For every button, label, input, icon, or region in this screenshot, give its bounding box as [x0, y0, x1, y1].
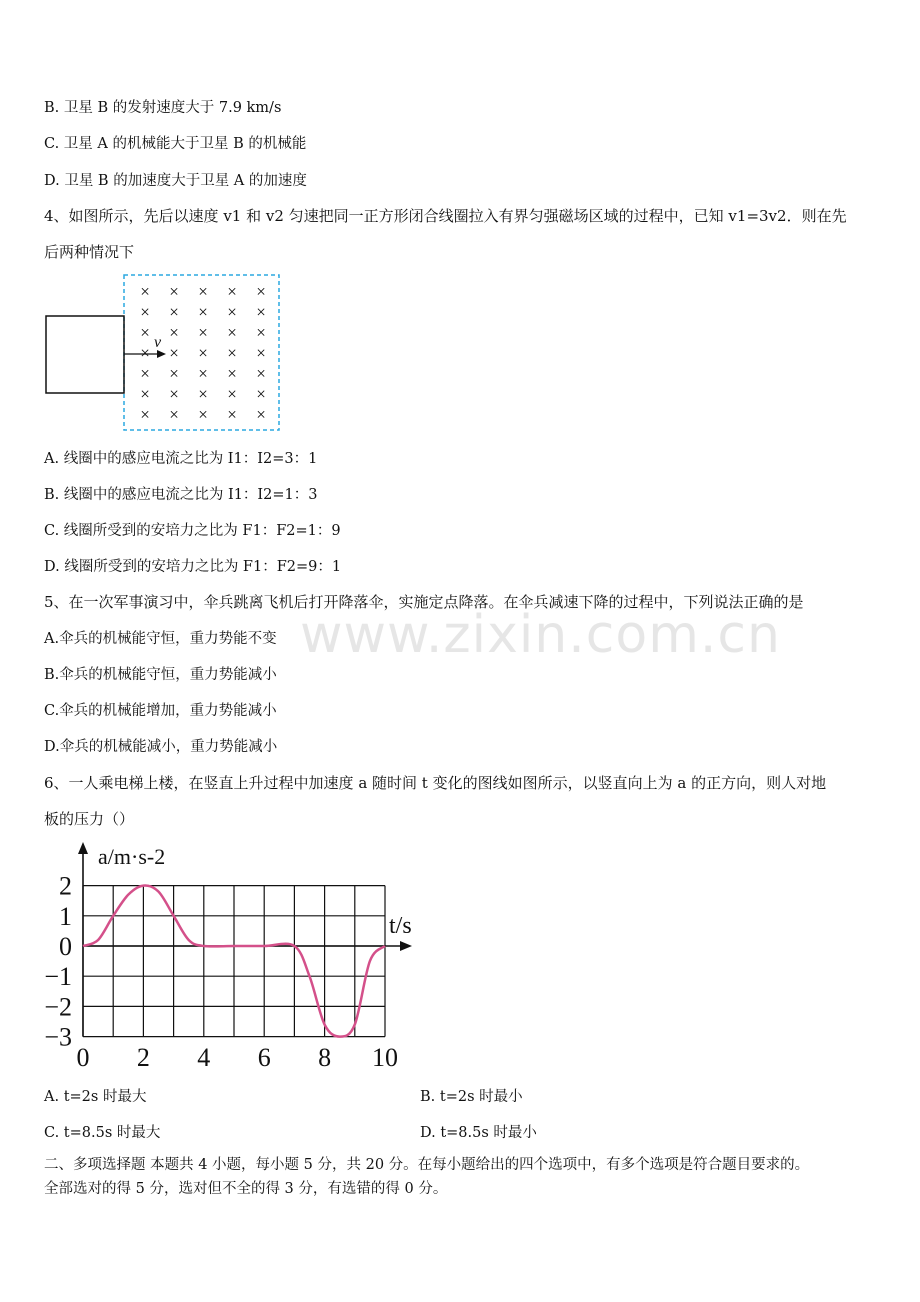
x-tick-labels — [77, 1043, 399, 1072]
q5-option-b: B.伞兵的机械能守恒，重力势能减小 — [44, 667, 277, 683]
y-tick-label: 2 — [59, 871, 72, 901]
q6-option-a: A. t=2s 时最大 — [44, 1089, 147, 1105]
field-cross: × — [227, 363, 237, 383]
q4-option-c: C. 线圈所受到的安培力之比为 F1：F2=1：9 — [44, 523, 341, 539]
field-cross: × — [256, 384, 266, 404]
q5-option-d: D.伞兵的机械能减小，重力势能减小 — [44, 739, 278, 755]
field-cross: × — [140, 343, 150, 363]
y-tick-label: 0 — [59, 932, 72, 961]
x-axis-arrowhead — [400, 941, 412, 951]
field-cross: × — [169, 404, 179, 424]
field-cross: × — [198, 322, 208, 342]
q4-option-a: A. 线圈中的感应电流之比为 I1：I2=3：1 — [44, 451, 318, 467]
field-cross: × — [169, 343, 179, 363]
y-tick-label: −2 — [44, 992, 72, 1022]
field-cross: × — [227, 281, 237, 301]
section2-line1: 二、多项选择题 本题共 4 小题，每小题 5 分，共 20 分。在每小题给出的四个选项中，有多个选项是符合题目要求的。 — [44, 1157, 810, 1173]
field-cross: × — [227, 302, 237, 322]
x-tick-label: 2 — [136, 1043, 150, 1072]
field-cross: × — [140, 404, 150, 424]
field-cross: × — [140, 302, 150, 322]
field-cross: × — [140, 322, 150, 342]
q6-option-d: D. t=8.5s 时最小 — [420, 1125, 537, 1141]
y-tick-label: −3 — [44, 1022, 72, 1052]
field-cross: × — [227, 384, 237, 404]
chart-axes — [78, 842, 412, 1037]
q6-stem-line1: 6、一人乘电梯上楼，在竖直上升过程中加速度 a 随时间 t 变化的图线如图所示，以竖直向上为 a 的正方向，则人对地 — [44, 774, 827, 792]
q4-magnetic-field-figure — [40, 270, 290, 435]
y-axis-arrowhead — [78, 842, 88, 854]
field-cross: × — [227, 322, 237, 342]
field-cross: × — [256, 281, 266, 301]
q6-option-b: B. t=2s 时最小 — [420, 1089, 523, 1105]
field-cross: × — [198, 363, 208, 383]
field-cross: × — [140, 363, 150, 383]
velocity-label: v — [154, 334, 162, 351]
q3-option-c: C. 卫星 A 的机械能大于卫星 B 的机械能 — [44, 136, 307, 152]
x-tick-label: 10 — [372, 1043, 398, 1072]
field-cross: × — [198, 281, 208, 301]
y-tick-label: 1 — [59, 901, 72, 931]
field-cross: × — [169, 281, 179, 301]
q3-option-b: B. 卫星 B 的发射速度大于 7.9 km/s — [44, 100, 282, 116]
square-coil — [46, 316, 124, 393]
section2-line2: 全部选对的得 5 分，选对但不全的得 3 分，有选错的得 0 分。 — [44, 1181, 448, 1197]
q4-stem-line1: 4、如图所示，先后以速度 v1 和 v2 匀速把同一正方形闭合线圈拉入有界匀强磁场区域的过程中，已知 v1=3v2．则在先 — [44, 207, 847, 225]
field-cross: × — [227, 343, 237, 363]
chart-grid — [83, 886, 385, 1037]
y-tick-label: −1 — [44, 962, 72, 992]
y-tick-labels — [44, 872, 72, 1052]
q4-stem-line2: 后两种情况下 — [44, 243, 135, 261]
q4-option-b: B. 线圈中的感应电流之比为 I1：I2=1：3 — [44, 487, 318, 503]
field-cross: × — [227, 404, 237, 424]
field-cross: × — [256, 404, 266, 424]
q6-stem-line2: 板的压力（） — [44, 810, 135, 828]
y-axis-label: a/m·s-2 — [98, 844, 166, 869]
q5-option-c: C.伞兵的机械能增加，重力势能减小 — [44, 703, 277, 719]
x-tick-label: 8 — [318, 1043, 332, 1072]
field-cross: × — [140, 384, 150, 404]
q4-option-d: D. 线圈所受到的安培力之比为 F1：F2=9：1 — [44, 559, 342, 575]
field-cross: × — [169, 363, 179, 383]
field-cross: × — [140, 281, 150, 301]
field-cross: × — [198, 404, 208, 424]
velocity-arrowhead — [157, 350, 166, 358]
field-cross: × — [198, 384, 208, 404]
field-cross: × — [256, 343, 266, 363]
q3-option-d: D. 卫星 B 的加速度大于卫星 A 的加速度 — [44, 173, 307, 189]
x-axis-label: t/s — [389, 913, 412, 939]
field-cross: × — [169, 302, 179, 322]
x-tick-label: 0 — [76, 1043, 90, 1072]
acceleration-time-chart — [40, 838, 430, 1073]
field-cross: × — [169, 384, 179, 404]
field-cross: × — [198, 302, 208, 322]
watermark: www.zixin.com.cn — [300, 605, 781, 665]
x-tick-label: 6 — [257, 1043, 271, 1072]
field-cross: × — [169, 322, 179, 342]
q5-stem: 5、在一次军事演习中，伞兵跳离飞机后打开降落伞，实施定点降落。在伞兵减速下降的过程中，下列说法正确的是 — [44, 593, 804, 611]
x-tick-label: 4 — [197, 1043, 211, 1072]
field-cross: × — [198, 343, 208, 363]
field-cross: × — [256, 363, 266, 383]
q5-option-a: A.伞兵的机械能守恒，重力势能不变 — [44, 631, 277, 647]
field-cross: × — [256, 322, 266, 342]
q6-option-c: C. t=8.5s 时最大 — [44, 1125, 161, 1141]
field-cross: × — [256, 302, 266, 322]
